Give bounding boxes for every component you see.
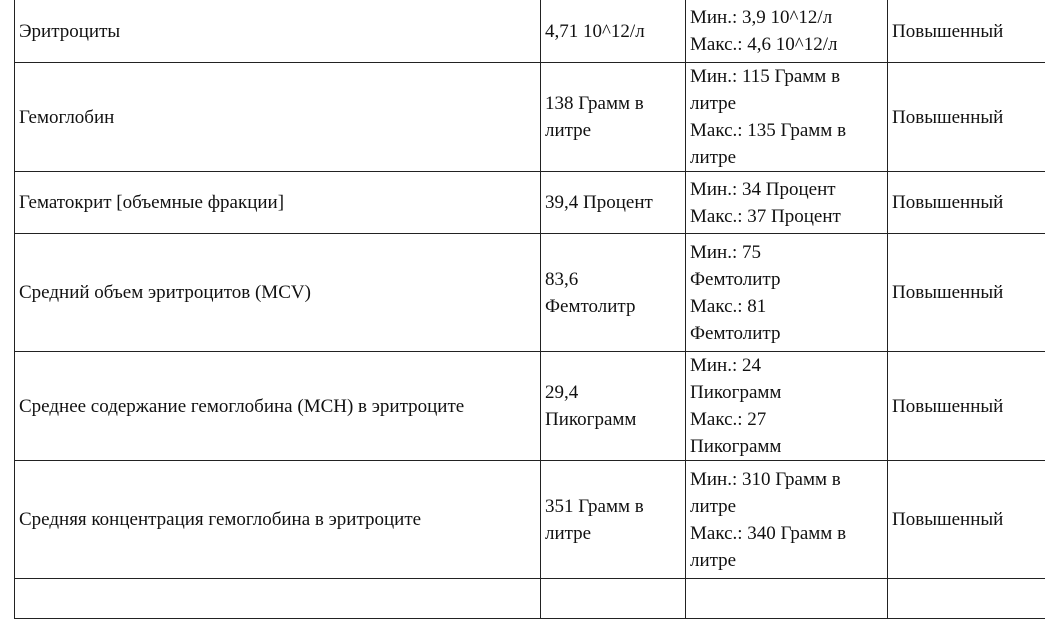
reference-range-line: литре: [690, 547, 883, 574]
table-row: [15, 461, 1045, 579]
reference-range-line: Мин.: 75: [690, 239, 883, 266]
result-value-line: 351 Грамм в: [545, 493, 681, 520]
status-cell: Повышенный: [888, 352, 1045, 461]
result-value-line: 29,4: [545, 379, 681, 406]
reference-range-line: литре: [690, 90, 883, 117]
result-value-line: литре: [545, 520, 681, 547]
reference-range-line: Макс.: 4,6 10^12/л: [690, 31, 883, 58]
reference-range-line: Пикограмм: [690, 433, 883, 460]
table-row: [15, 234, 1045, 352]
reference-range-line: Фемтолитр: [690, 266, 883, 293]
reference-range-line: Пикограмм: [690, 379, 883, 406]
reference-range-line: Фемтолитр: [690, 320, 883, 347]
result-value-cell: [541, 461, 686, 579]
result-value-line: литре: [545, 117, 681, 144]
reference-range-line: Макс.: 340 Грамм в: [690, 520, 883, 547]
test-name-cell: Средняя концентрация гемоглобина в эритроците: [15, 461, 541, 579]
reference-range-cell: [686, 63, 888, 172]
result-value-cell: [541, 172, 686, 234]
status-cell: Повышенный: [888, 172, 1045, 234]
reference-range-cell: [686, 352, 888, 461]
lab-results-body: [15, 0, 1045, 619]
test-name-cell: Средний объем эритроцитов (MCV): [15, 234, 541, 352]
table-row: [15, 579, 1045, 619]
status-cell: Повышенный: [888, 63, 1045, 172]
status-cell: Повышенный: [888, 461, 1045, 579]
table-row: [15, 63, 1045, 172]
result-value-cell: [541, 0, 686, 63]
reference-range-line: Мин.: 115 Грамм в: [690, 63, 883, 90]
result-value-cell: [541, 234, 686, 352]
result-value-line: 39,4 Процент: [545, 189, 681, 216]
reference-range-cell: [686, 461, 888, 579]
result-value-line: Фемтолитр: [545, 293, 681, 320]
result-value-cell: [541, 63, 686, 172]
reference-range-line: литре: [690, 493, 883, 520]
result-value-cell: [541, 352, 686, 461]
table-row: [15, 352, 1045, 461]
reference-range-line: Макс.: 37 Процент: [690, 203, 883, 230]
test-name-cell: Эритроциты: [15, 0, 541, 63]
test-name-cell: Гемоглобин: [15, 63, 541, 172]
result-value-cell: [541, 579, 686, 619]
reference-range-line: Макс.: 135 Грамм в: [690, 117, 883, 144]
status-cell: Повышенный: [888, 234, 1045, 352]
status-cell: [888, 579, 1045, 619]
reference-range-line: Мин.: 310 Грамм в: [690, 466, 883, 493]
reference-range-line: литре: [690, 144, 883, 171]
reference-range-cell: [686, 234, 888, 352]
status-cell: Повышенный: [888, 0, 1045, 63]
reference-range-line: Макс.: 27: [690, 406, 883, 433]
result-value-line: 83,6: [545, 266, 681, 293]
test-name-cell: Среднее содержание гемоглобина (MCH) в эритроците: [15, 352, 541, 461]
reference-range-line: Мин.: 3,9 10^12/л: [690, 4, 883, 31]
test-name-cell: [15, 579, 541, 619]
lab-results-table: [14, 0, 1045, 619]
result-value-line: 4,71 10^12/л: [545, 18, 681, 45]
reference-range-line: Мин.: 34 Процент: [690, 176, 883, 203]
table-row: [15, 172, 1045, 234]
reference-range-line: Мин.: 24: [690, 352, 883, 379]
test-name-cell: Гематокрит [объемные фракции]: [15, 172, 541, 234]
reference-range-cell: [686, 0, 888, 63]
result-value-line: 138 Грамм в: [545, 90, 681, 117]
result-value-line: Пикограмм: [545, 406, 681, 433]
reference-range-cell: [686, 172, 888, 234]
table-row: [15, 0, 1045, 63]
reference-range-cell: [686, 579, 888, 619]
reference-range-line: Макс.: 81: [690, 293, 883, 320]
